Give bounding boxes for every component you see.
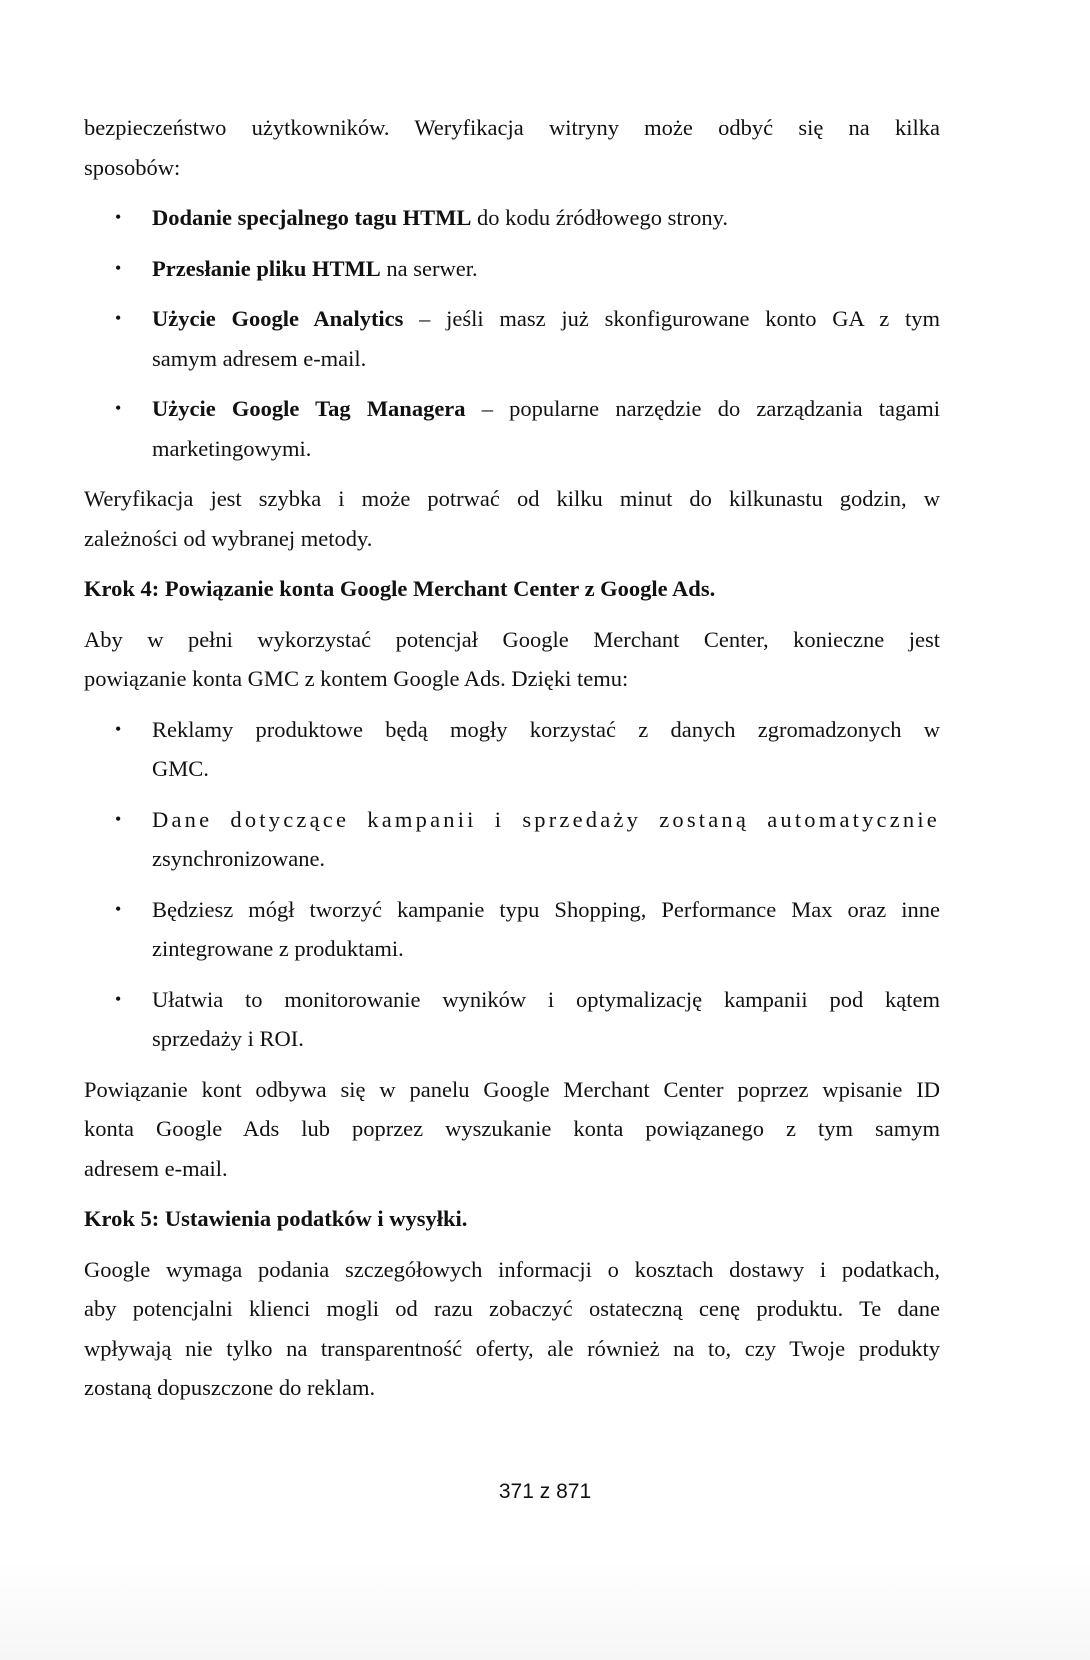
- list-item: [84, 710, 940, 789]
- step5-paragraph: [84, 1250, 940, 1408]
- bullet-icon: •: [115, 808, 122, 829]
- list-item: [84, 800, 940, 879]
- list-item: [84, 198, 940, 238]
- text-line: bezpieczeństwo użytkowników. Weryfikacja witryny może odbyć się na kilka: [84, 115, 940, 140]
- step4-benefits-list: [84, 710, 940, 1059]
- item-text: – popularne narzędzie do zarządzania tagami: [465, 396, 940, 421]
- verification-methods-list: [84, 198, 940, 468]
- text-line: samym adresem e-mail.: [152, 345, 367, 371]
- text-line: [152, 198, 940, 238]
- list-item: [84, 389, 940, 468]
- text-line: GMC.: [152, 756, 209, 781]
- text-line: sposobów:: [84, 154, 181, 180]
- step4-linking-paragraph: [84, 1070, 940, 1189]
- list-item: [84, 249, 940, 289]
- text-line: Ułatwia to monitorowanie wyników i optymalizację kampanii pod kątem: [152, 986, 940, 1012]
- text-line: sprzedaży i ROI.: [152, 1026, 304, 1051]
- item-text: na serwer.: [380, 255, 478, 281]
- list-item: [84, 890, 940, 969]
- text-line: wpływają nie tylko na transparentność oferty, ale również na to, czy Twoje produkty: [84, 1335, 940, 1361]
- text-line: [152, 299, 940, 339]
- text-line: zależności od wybranej metody.: [84, 525, 373, 551]
- text-line: aby potencjalni klienci mogli od razu zobaczyć ostateczną cenę produktu. Te dane: [84, 1296, 940, 1321]
- text-line: marketingowymi.: [152, 435, 312, 461]
- bold-term: Użycie Google Analytics: [152, 306, 404, 331]
- list-item: [84, 980, 940, 1059]
- list-item: [84, 299, 940, 378]
- item-text: do kodu źródłowego strony.: [471, 205, 729, 230]
- text-line: konta Google Ads lub poprzez wyszukanie konta powiązanego z tym samym: [84, 1116, 940, 1141]
- text-line: [152, 389, 940, 429]
- item-text: – jeśli masz już skonfigurowane konto GA z tym: [403, 306, 940, 331]
- bold-term: Użycie Google Tag Managera: [152, 396, 466, 421]
- bullet-icon: •: [115, 898, 122, 919]
- bullet-icon: •: [115, 257, 122, 278]
- text-line: [152, 249, 940, 289]
- text-line: powiązanie konta GMC z kontem Google Ads. Dzięki temu:: [84, 666, 629, 691]
- text-line: adresem e-mail.: [84, 1155, 228, 1181]
- bold-term: Przesłanie pliku HTML: [152, 255, 381, 281]
- step5-heading: Krok 5: Ustawienia podatków i wysyłki.: [84, 1206, 468, 1231]
- text-line: zostaną dopuszczone do reklam.: [84, 1375, 376, 1400]
- bold-term: Dodanie specjalnego tagu HTML: [152, 205, 472, 230]
- step4-heading: Krok 4: Powiązanie konta Google Merchant Center z Google Ads.: [84, 576, 716, 601]
- bullet-icon: •: [115, 308, 122, 328]
- bullet-icon: •: [115, 988, 122, 1009]
- document-page: [84, 108, 940, 1419]
- text-line: zsynchronizowane.: [152, 846, 326, 871]
- text-line: Reklamy produktowe będą mogły korzystać z danych zgromadzonych w: [152, 716, 940, 742]
- text-line: Powiązanie kont odbywa się w panelu Google Merchant Center poprzez wpisanie ID: [84, 1076, 940, 1102]
- text-line: zintegrowane z produktami.: [152, 936, 404, 961]
- text-line: Google wymaga podania szczegółowych informacji o kosztach dostawy i podatkach,: [84, 1256, 940, 1282]
- page-number: 371 z 871: [498, 1480, 592, 1503]
- text-line: Będziesz mógł tworzyć kampanie typu Shopping, Performance Max oraz inne: [152, 896, 940, 922]
- text-line: Dane dotyczące kampanii i sprzedaży zostaną automatycznie: [152, 806, 940, 832]
- text-line: Weryfikacja jest szybka i może potrwać od kilku minut do kilkunastu godzin, w: [84, 486, 940, 511]
- bullet-icon: •: [115, 718, 122, 739]
- text-line: Aby w pełni wykorzystać potencjał Google Merchant Center, konieczne jest: [84, 626, 940, 652]
- bullet-icon: •: [115, 207, 122, 227]
- verification-note-paragraph: [84, 479, 940, 558]
- bullet-icon: •: [115, 398, 122, 418]
- step4-intro-paragraph: [84, 620, 940, 699]
- intro-paragraph: [84, 108, 940, 187]
